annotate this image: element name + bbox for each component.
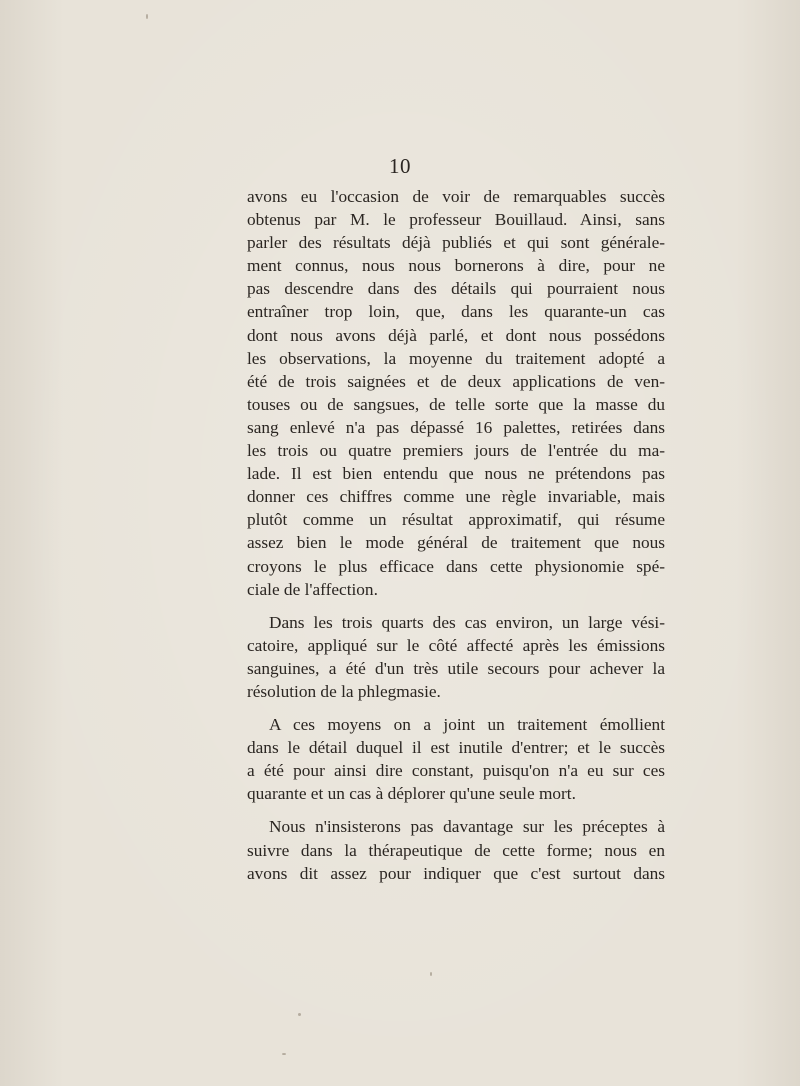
text-line: sang enlevé n'a pas dépassé 16 palettes, retirées dans <box>247 417 665 437</box>
text-line: avons dit assez pour indiquer que c'est surtout dans <box>247 863 665 883</box>
text-line: donner ces chiffres comme une règle invariable, mais <box>247 487 665 507</box>
text-line: les trois ou quatre premiers jours de l'entrée du ma- <box>247 441 665 461</box>
text-line: croyons le plus efficace dans cette physionomie spé- <box>247 556 665 576</box>
paper-speck <box>146 14 148 19</box>
text-line: Nous n'insisterons pas davantage sur les préceptes à <box>269 817 665 837</box>
text-line: touses ou de sangsues, de telle sorte que la masse du <box>247 394 665 414</box>
text-line: les observations, la moyenne du traitement adopté a <box>247 348 665 368</box>
text-line: avons eu l'occasion de voir de remarquables succès <box>247 187 665 206</box>
text-line: résolution de la phlegmasie. <box>247 681 441 701</box>
text-line: ment connus, nous nous bornerons à dire, pour ne <box>247 256 665 276</box>
text-line: plutôt comme un résultat approximatif, qui résume <box>247 510 665 530</box>
text-line: dans le détail duquel il est inutile d'entrer; et le succès <box>247 738 665 758</box>
text-line: catoire, appliqué sur le côté affecté après les émissions <box>247 635 665 655</box>
text-line: entraîner trop loin, que, dans les quarante-un cas <box>247 302 665 322</box>
paragraph-1 <box>247 185 665 601</box>
text-line: A ces moyens on a joint un traitement émollient <box>269 715 665 735</box>
text-line: quarante et un cas à déplorer qu'une seule mort. <box>247 784 576 804</box>
text-line: parler des résultats déjà publiés et qui sont générale- <box>247 233 665 253</box>
page-number: 10 <box>389 154 411 178</box>
body-text <box>247 185 665 885</box>
text-line: ciale de l'affection. <box>247 579 378 599</box>
text-line: suivre dans la thérapeutique de cette forme; nous en <box>247 840 665 860</box>
text-line: pas descendre dans des détails qui pourraient nous <box>247 279 665 299</box>
text-line: obtenus par M. le professeur Bouillaud. Ainsi, sans <box>247 210 665 230</box>
text-line: été de trois saignées et de deux applications de ven- <box>247 371 665 391</box>
text-line: a été pour ainsi dire constant, puisqu'on n'a eu sur ces <box>247 761 665 781</box>
paper-speck <box>282 1053 286 1055</box>
paper-speck <box>298 1013 301 1016</box>
paragraph-3 <box>247 713 665 805</box>
paragraph-4 <box>247 815 665 884</box>
text-line: sanguines, a été d'un très utile secours pour achever la <box>247 658 665 678</box>
text-line: lade. Il est bien entendu que nous ne prétendons pas <box>247 464 665 484</box>
text-line: assez bien le mode général de traitement que nous <box>247 533 665 553</box>
text-line: dont nous avons déjà parlé, et dont nous possédons <box>247 325 665 345</box>
paragraph-2 <box>247 611 665 703</box>
paper-speck <box>430 972 432 976</box>
text-line: Dans les trois quarts des cas environ, un large vési- <box>269 612 665 632</box>
